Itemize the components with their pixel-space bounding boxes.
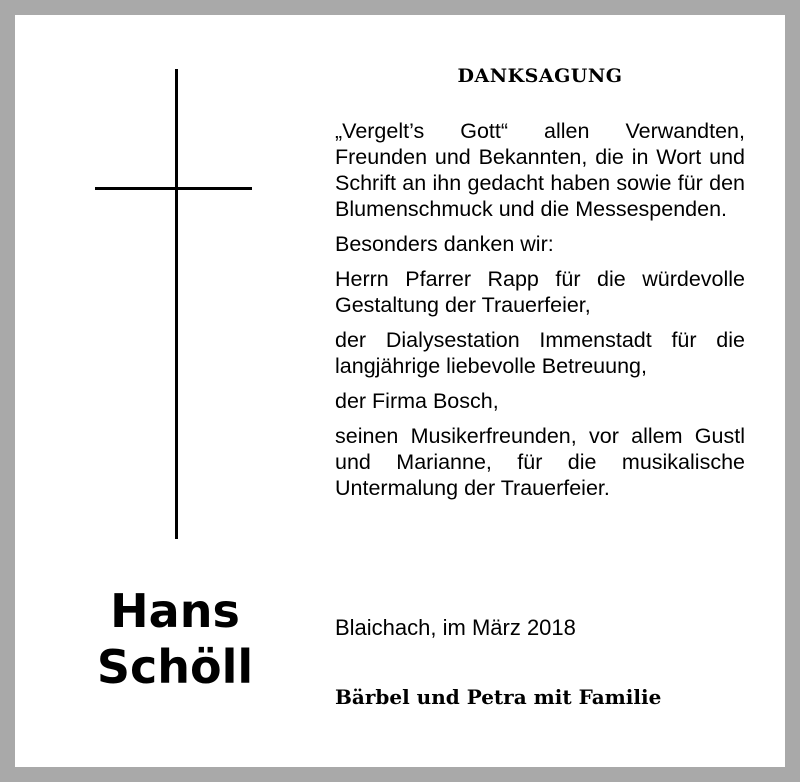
signature: Bärbel und Petra mit Familie bbox=[335, 685, 662, 709]
paragraph-thanks-dialysis: der Dialysestation Immenstadt für die langjährige liebevolle Betreuung, bbox=[335, 328, 745, 378]
paragraph-thanks-musicians: seinen Musikerfreunden, vor allem Gustl und Marianne, für die musikalische Untermalung der Trauerfeier. bbox=[335, 424, 745, 500]
thank-you-text bbox=[335, 118, 745, 510]
deceased-name bbox=[55, 583, 295, 695]
deceased-last-name: Schöll bbox=[96, 640, 254, 694]
paragraph-thanks-pastor: Herrn Pfarrer Rapp für die würdevolle Gestaltung der Trauerfeier, bbox=[335, 267, 745, 317]
cross-icon-vertical-bar bbox=[175, 69, 178, 539]
place-date: Blaichach, im März 2018 bbox=[335, 615, 576, 640]
paragraph-general-thanks: „Vergelt’s Gott“ allen Verwandten, Freunden und Bekannten, die in Wort und Schrift an ihn gedacht haben sowie für den Blumenschmuck und die Messespenden. bbox=[335, 119, 745, 221]
paragraph-special-thanks-intro: Besonders danken wir: bbox=[335, 232, 554, 256]
notice-title: DANKSAGUNG bbox=[457, 65, 623, 87]
paragraph-thanks-company: der Firma Bosch, bbox=[335, 389, 499, 413]
obituary-notice bbox=[15, 15, 785, 767]
cross-icon-horizontal-bar bbox=[95, 187, 252, 190]
deceased-first-name: Hans bbox=[110, 584, 240, 638]
